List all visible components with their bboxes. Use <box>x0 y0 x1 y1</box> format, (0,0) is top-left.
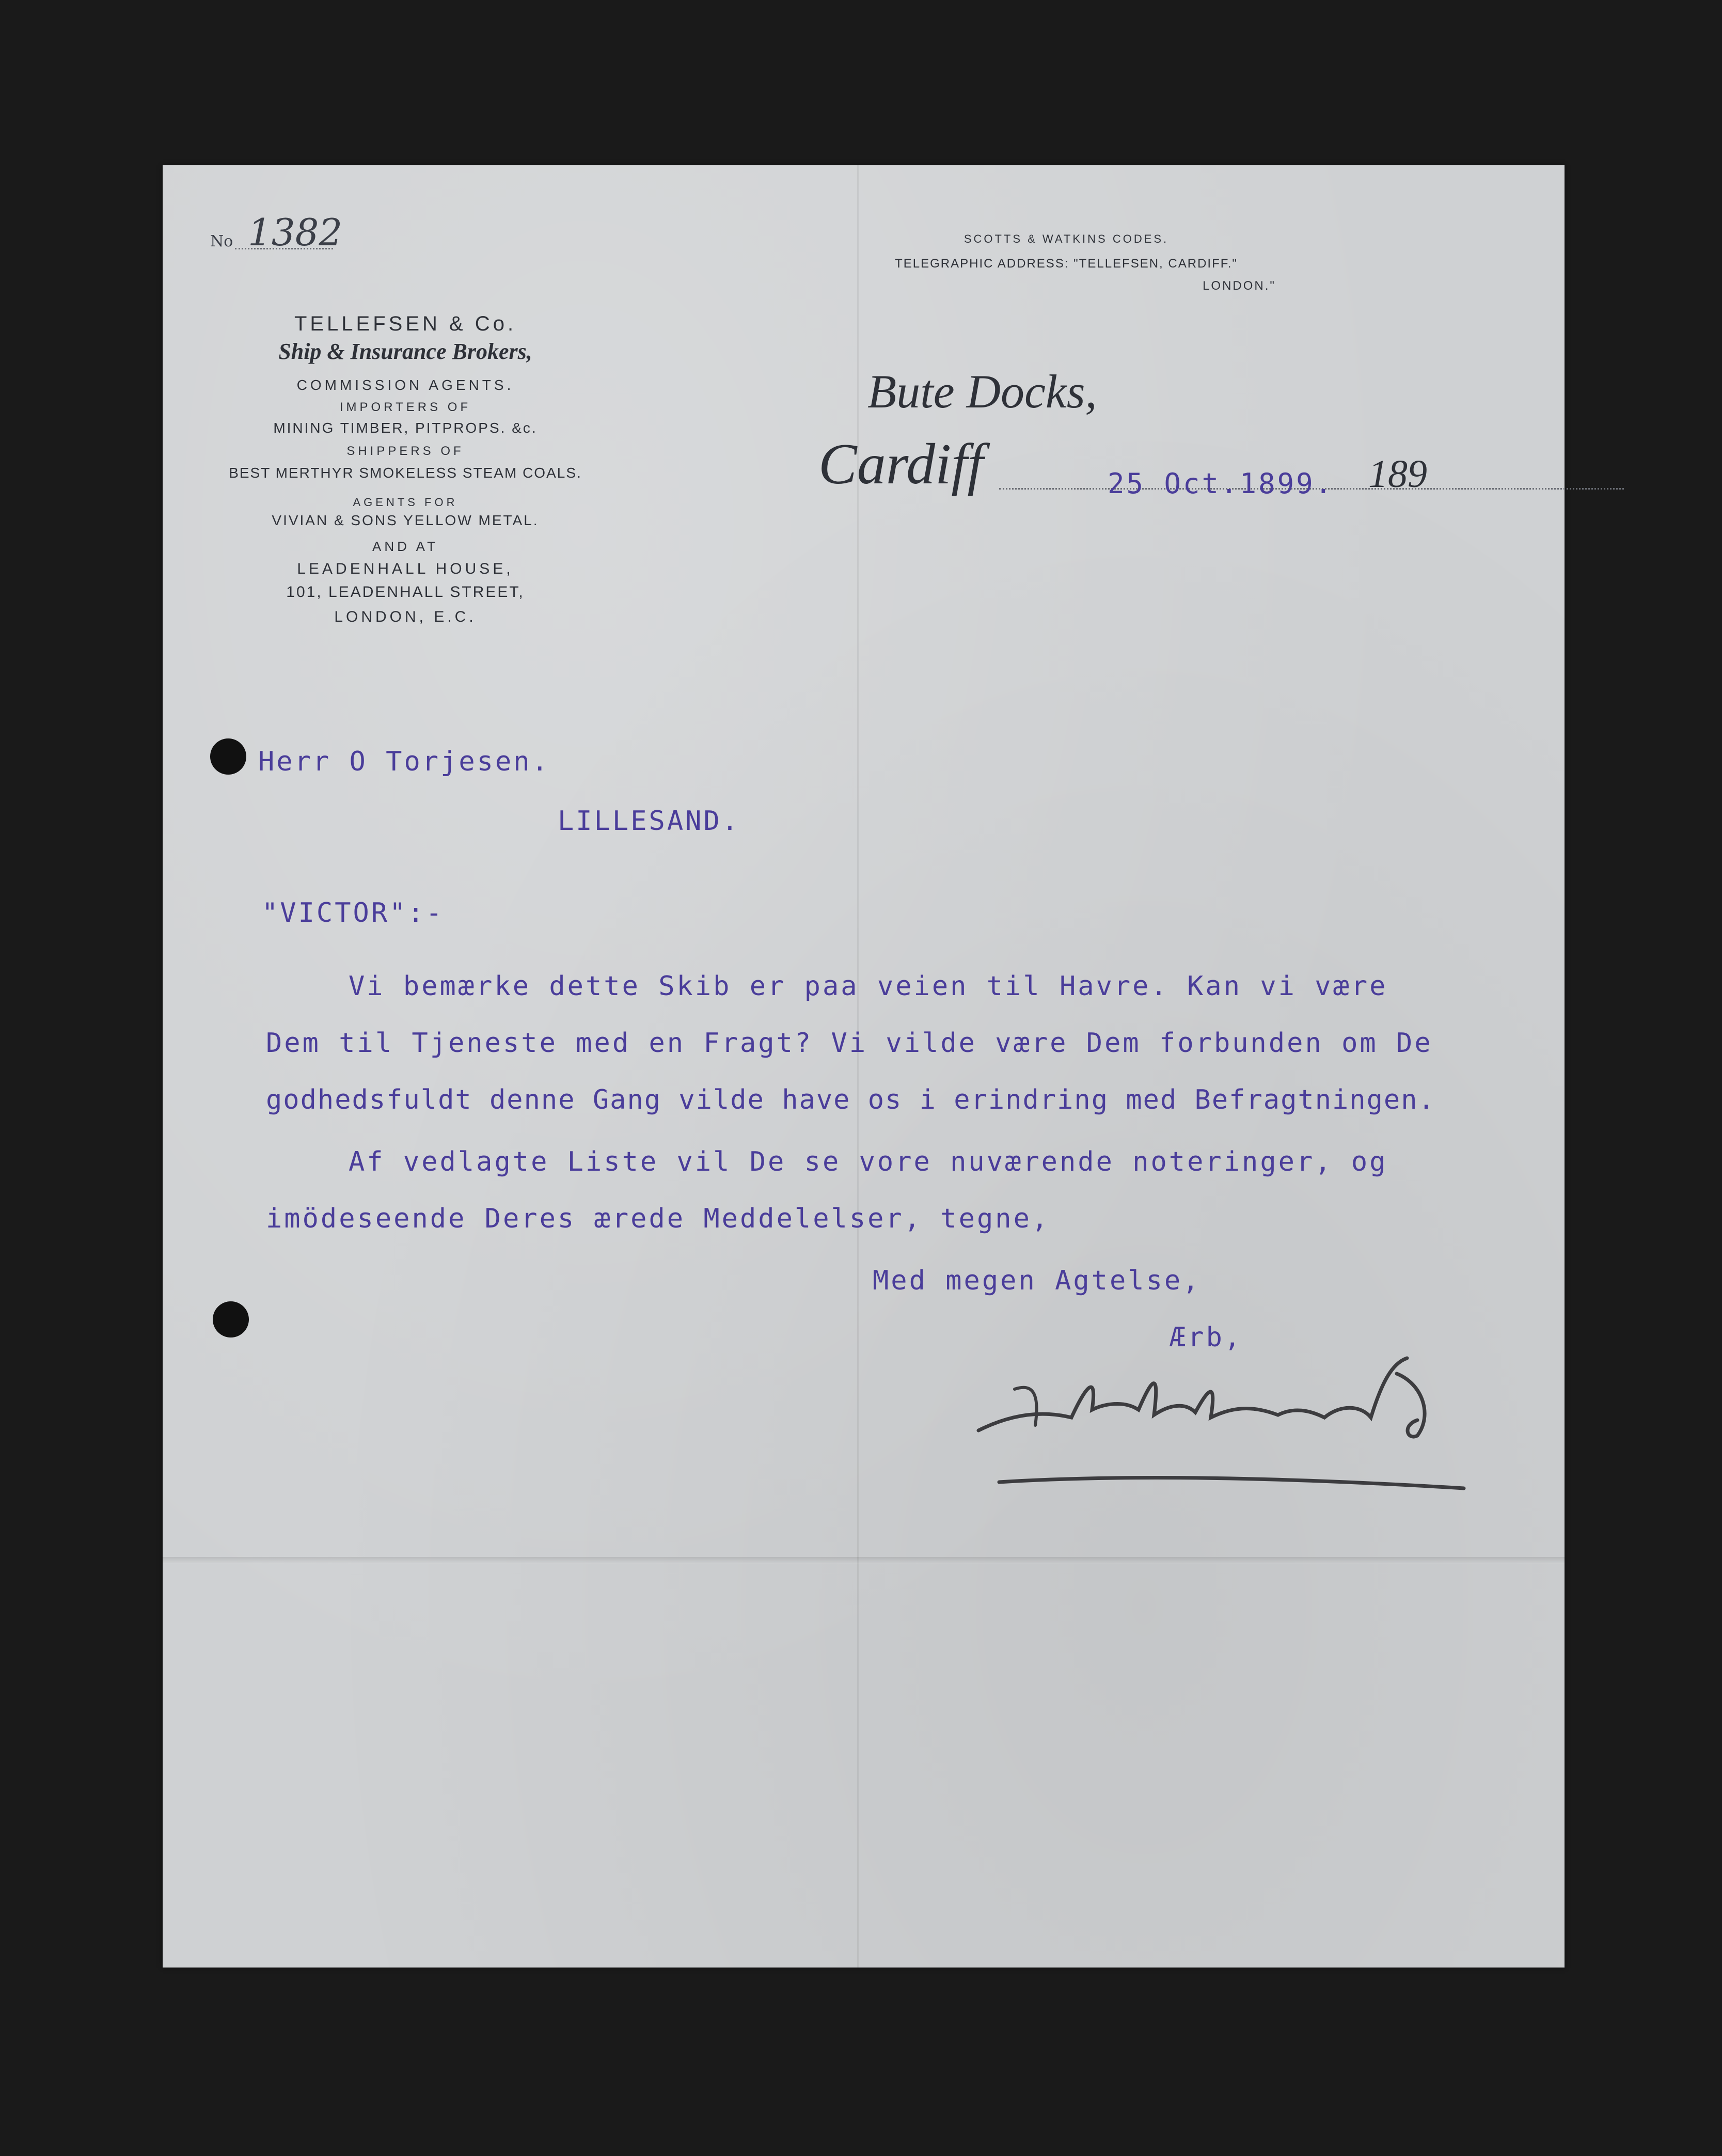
closing-abbrev: Ærb, <box>1170 1322 1243 1353</box>
line-commission: COMMISSION AGENTS. <box>296 377 514 393</box>
line-vivian: VIVIAN & SONS YELLOW METAL. <box>272 512 539 528</box>
body-line-4: Af vedlagte Liste vil De se vore nuværende noteringer, og <box>349 1146 1388 1177</box>
line-coal: BEST MERTHYR SMOKELESS STEAM COALS. <box>229 465 582 481</box>
handwritten-signature <box>968 1353 1484 1529</box>
horizontal-fold <box>163 1557 1565 1564</box>
punch-hole-bottom <box>213 1301 249 1337</box>
body-line-2: Dem til Tjeneste med en Fragt? Vi vilde være Dem forbunden om De <box>266 1028 1433 1059</box>
line-agents: AGENTS FOR <box>353 496 458 509</box>
telegraphic-london: LONDON." <box>1203 279 1276 293</box>
place-docks: Bute Docks, <box>867 365 1097 418</box>
line-house: LEADENHALL HOUSE, <box>297 560 514 577</box>
line-london: LONDON, E.C. <box>334 608 477 625</box>
number-prefix: No <box>210 232 233 250</box>
punch-hole-top <box>210 738 246 775</box>
codes-line: SCOTTS & WATKINS CODES. <box>963 232 1169 245</box>
firm-tagline: Ship & Insurance Brokers, <box>278 339 532 364</box>
subject-line: "VICTOR":- <box>262 898 445 929</box>
line-street: 101, LEADENHALL STREET, <box>286 584 525 601</box>
line-and-at: AND AT <box>372 539 438 554</box>
firm-name: TELLEFSEN & Co. <box>294 312 517 335</box>
place-city: Cardiff <box>818 432 984 496</box>
number-dotline <box>235 248 333 249</box>
telegraphic-address: TELEGRAPHIC ADDRESS: "TELLEFSEN, CARDIFF." <box>895 257 1238 271</box>
body-line-3: godhedsfuldt denne Gang vilde have os i erindring med Befragtningen. <box>266 1084 1435 1115</box>
document-number: 1382 <box>248 211 343 254</box>
recipient-place: LILLESAND. <box>558 806 740 837</box>
body-line-1: Vi bemærke dette Skib er paa veien til Havre. Kan vi være <box>349 971 1388 1002</box>
closing-line: Med megen Agtelse, <box>873 1265 1201 1296</box>
line-importers: IMPORTERS OF <box>339 400 471 414</box>
printed-year: 189 <box>1368 452 1427 496</box>
line-mining: MINING TIMBER, PITPROPS. &c. <box>273 420 538 436</box>
letter-sheet <box>163 165 1565 1968</box>
body-line-5: imödeseende Deres ærede Meddelelser, tegne, <box>266 1203 1050 1234</box>
line-shippers: SHIPPERS OF <box>346 444 464 458</box>
recipient-name: Herr O Torjesen. <box>258 746 550 777</box>
letter-date: 25 Oct.1899. <box>1108 467 1334 500</box>
